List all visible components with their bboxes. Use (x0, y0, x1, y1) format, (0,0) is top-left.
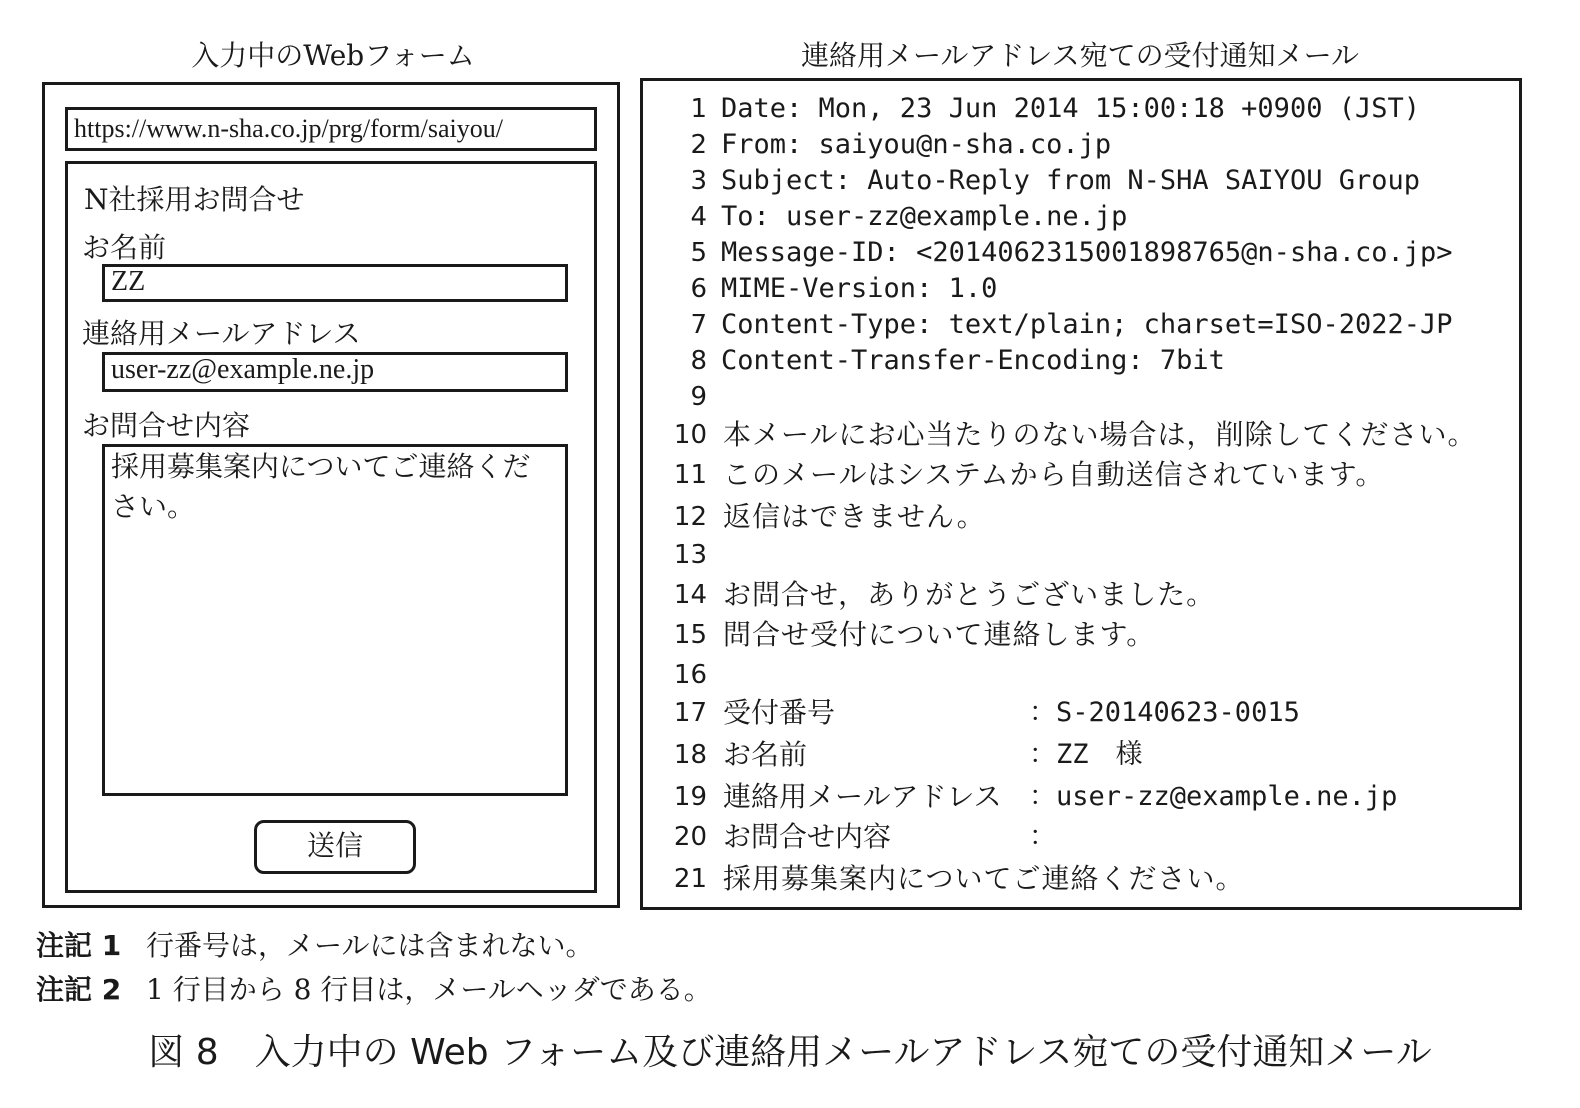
line-text: お問合せ，ありがとうございました。 (723, 578, 1216, 611)
mail-line (643, 693, 1513, 733)
line-number: 6 (690, 274, 707, 304)
line-number: 11 (673, 460, 707, 490)
note-1 (36, 924, 593, 964)
line-number: 20 (673, 822, 707, 852)
mail-line (643, 777, 1513, 817)
name-input[interactable]: ZZ (102, 264, 568, 302)
mail-line (643, 377, 1513, 417)
line-text: Content-Transfer-Encoding: 7bit (721, 345, 1225, 376)
note-label: 注記 1 (36, 929, 122, 962)
email-label: 連絡用メールアドレス (82, 317, 361, 350)
line-text: To: user-zz@example.ne.jp (721, 201, 1128, 232)
notification-mail-panel (640, 78, 1522, 910)
field-label: 連絡用メールアドレス (723, 780, 1002, 813)
line-text: 採用募集案内についてご連絡ください。 (723, 862, 1245, 895)
line-number: 1 (690, 94, 707, 124)
line-number: 10 (673, 420, 707, 450)
mail-line (643, 497, 1513, 537)
line-text: Content-Type: text/plain; charset=ISO-2022-JP (721, 309, 1453, 340)
field-value: ：ZZ 様 (1029, 739, 1143, 770)
field-label: お問合せ内容 (723, 820, 892, 853)
mail-line (643, 615, 1513, 655)
field-label: 受付番号 (723, 696, 836, 729)
line-text: 返信はできません。 (723, 500, 986, 533)
mail-line (643, 197, 1513, 237)
line-number: 19 (673, 782, 707, 812)
note-label: 注記 2 (36, 973, 122, 1006)
line-number: 5 (690, 238, 707, 268)
mail-line (643, 269, 1513, 309)
mail-line (643, 817, 1513, 857)
email-input[interactable]: user-zz@example.ne.jp (102, 352, 568, 392)
note-2 (36, 968, 712, 1008)
mail-line (643, 415, 1513, 455)
mail-line (643, 535, 1513, 575)
line-number: 15 (673, 620, 707, 650)
note-text: 1 行目から 8 行目は，メールヘッダである。 (146, 973, 712, 1006)
line-text: Date: Mon, 23 Jun 2014 15:00:18 +0900 (JST) (721, 93, 1420, 124)
line-text: MIME-Version: 1.0 (721, 273, 998, 304)
mail-line (643, 161, 1513, 201)
field-value: ： (1029, 821, 1056, 852)
line-number: 9 (690, 382, 707, 412)
line-number: 16 (673, 660, 707, 690)
mail-line (643, 575, 1513, 615)
mail-line (643, 735, 1513, 775)
mail-line (643, 341, 1513, 381)
line-number: 14 (673, 580, 707, 610)
form-caption: 入力中のWebフォーム (191, 39, 475, 72)
line-number: 17 (673, 698, 707, 728)
web-form-panel (42, 82, 620, 908)
mail-line (643, 655, 1513, 695)
field-value: ：S-20140623-0015 (1029, 697, 1300, 728)
line-number: 3 (690, 166, 707, 196)
line-text: 問合せ受付について連絡します。 (723, 618, 1156, 651)
line-number: 2 (690, 130, 707, 160)
figure-caption: 図 8 入力中の Web フォーム及び連絡用メールアドレス宛ての受付通知メール (148, 1032, 1432, 1073)
mail-line (643, 89, 1513, 129)
name-label: お名前 (82, 231, 167, 264)
line-number: 18 (673, 740, 707, 770)
mail-line (643, 859, 1513, 899)
mail-line (643, 305, 1513, 345)
field-label: お名前 (723, 738, 808, 771)
line-number: 7 (690, 310, 707, 340)
mail-line (643, 455, 1513, 495)
line-text: Subject: Auto-Reply from N-SHA SAIYOU Group (721, 165, 1420, 196)
line-text: From: saiyou@n-sha.co.jp (721, 129, 1112, 160)
line-number: 13 (673, 540, 707, 570)
inquiry-textarea[interactable]: 採用募集案内についてご連絡ください。 (102, 444, 568, 796)
field-value: ：user-zz@example.ne.jp (1029, 781, 1398, 812)
mail-caption: 連絡用メールアドレス宛ての受付通知メール (800, 39, 1360, 72)
line-number: 4 (690, 202, 707, 232)
line-number: 8 (690, 346, 707, 376)
url-bar[interactable]: https://www.n-sha.co.jp/prg/form/saiyou/ (65, 107, 597, 151)
mail-line (643, 125, 1513, 165)
inquiry-form (65, 161, 597, 893)
line-number: 21 (673, 864, 707, 894)
note-text: 行番号は，メールには含まれない。 (146, 929, 594, 962)
submit-button[interactable]: 送信 (254, 820, 416, 874)
mail-line (643, 233, 1513, 273)
line-text: 本メールにお心当たりのない場合は，削除してください。 (723, 418, 1477, 451)
line-text: Message-ID: <2014062315001898765@n-sha.co.jp> (721, 237, 1453, 268)
line-text: このメールはシステムから自動送信されています。 (723, 458, 1385, 491)
form-title: N社採用お問合せ (84, 183, 305, 216)
line-number: 12 (673, 502, 707, 532)
inquiry-label: お問合せ内容 (82, 409, 251, 442)
